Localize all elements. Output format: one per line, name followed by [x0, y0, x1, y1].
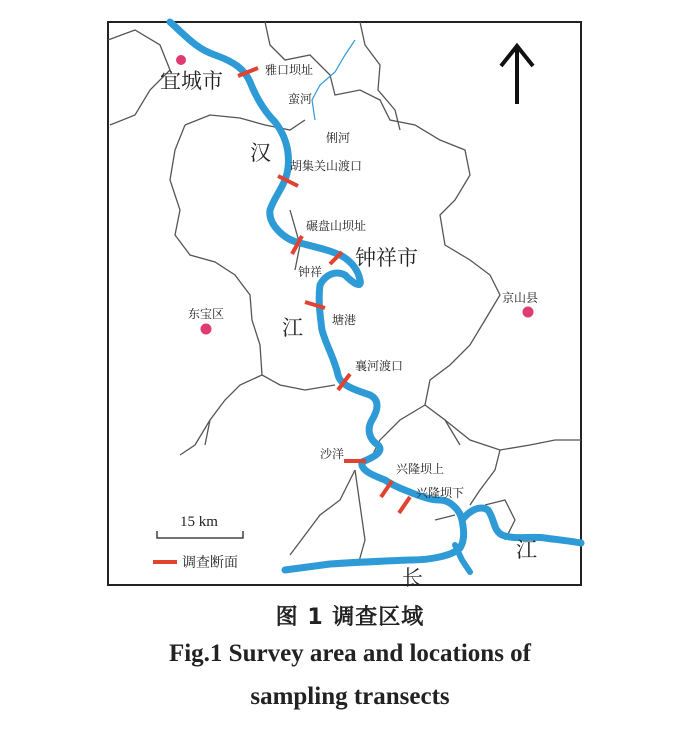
city-label-jingshan: 京山县	[502, 291, 539, 305]
transect-label-zhongxiang: 钟祥	[298, 265, 323, 279]
river-label-han-2: 江	[282, 316, 303, 340]
river-label-han-1: 汉	[250, 141, 271, 165]
city-dot-yicheng	[176, 55, 186, 65]
city-label-dongbao: 东宝区	[188, 307, 225, 321]
city-label-yicheng: 宜城市	[160, 69, 223, 93]
tributary-label-manhe: 蛮河	[288, 92, 313, 106]
transect-label-tanggang: 塘港	[332, 313, 357, 327]
caption-chinese: 图 1 调查区域	[275, 605, 425, 630]
transect-label-yakou: 雅口坝址	[265, 63, 314, 77]
legend-label: 调查断面	[182, 555, 238, 571]
tributary-label-lihe: 俐河	[326, 131, 351, 145]
transect-label-xianghe: 襄河渡口	[355, 359, 404, 373]
transect-label-nianpanshan: 碾盘山坝址	[306, 219, 367, 233]
transect-label-huji: 胡集关山渡口	[290, 159, 363, 173]
city-dot-jingshan	[523, 307, 534, 318]
river-label-yangtze-2: 江	[516, 538, 537, 562]
transect-label-xinglong-up: 兴隆坝上	[396, 462, 445, 476]
city-dot-dongbao	[201, 324, 212, 335]
transect-label-shayang: 沙洋	[320, 447, 345, 461]
caption-english-line1: Fig.1 Survey area and locations of	[168, 640, 532, 667]
river-label-yangtze-1: 长	[402, 566, 423, 590]
caption-english-line2: sampling transects	[250, 683, 450, 710]
city-label-zhongxiang: 钟祥市	[355, 246, 418, 270]
transect-label-xinglong-down: 兴隆坝下	[416, 486, 465, 500]
scale-label: 15 km	[180, 514, 218, 530]
